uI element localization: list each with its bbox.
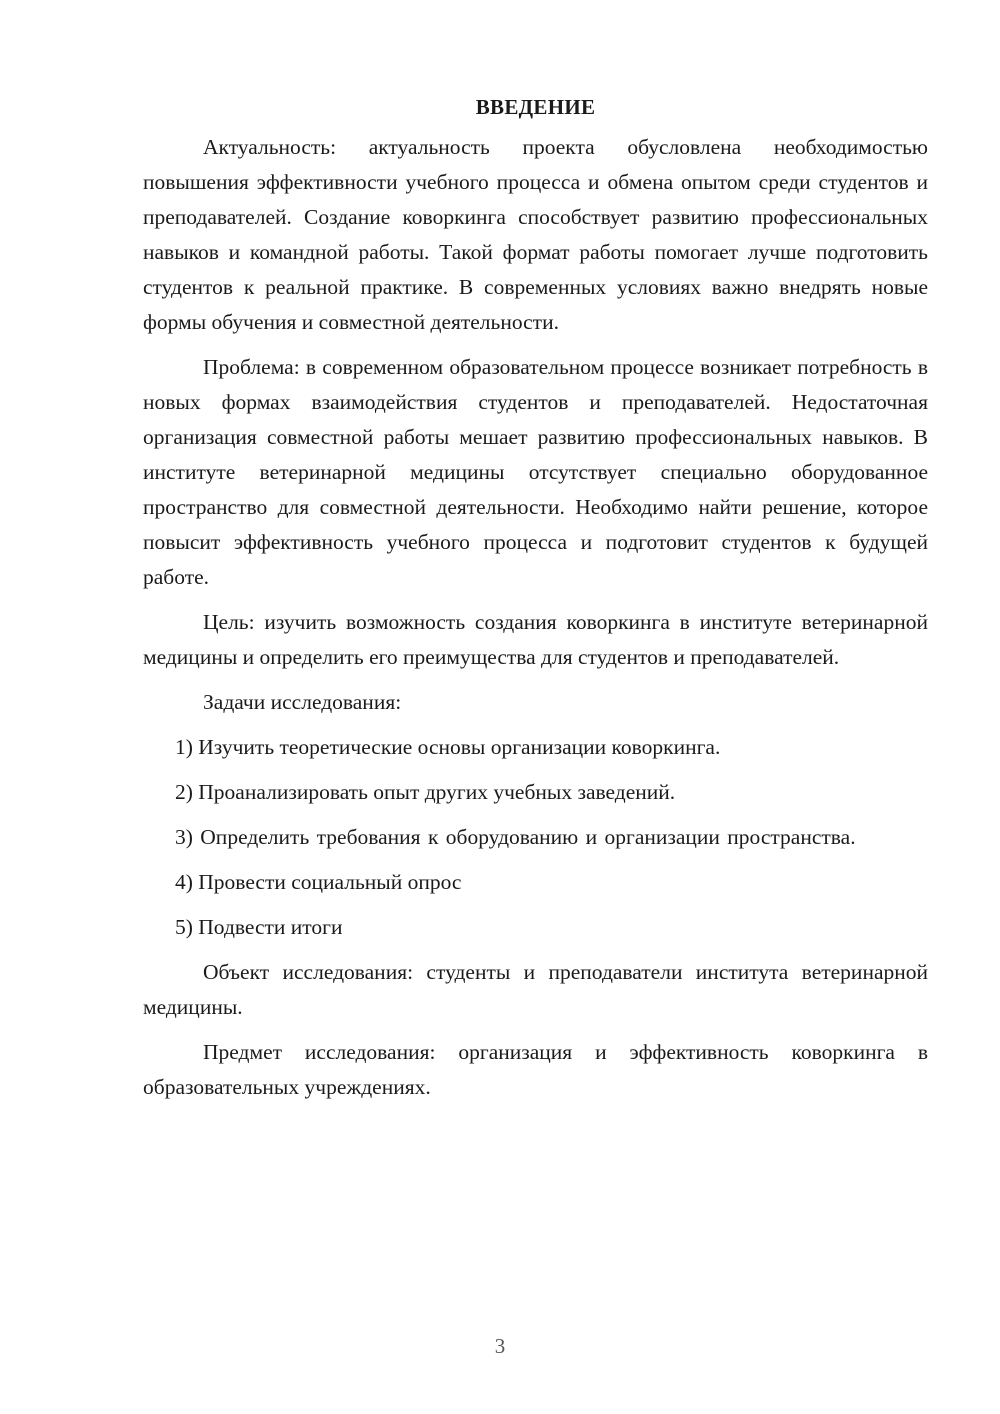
paragraph-problem: Проблема: в современном образовательном процессе возникает потребность в новых формах взаимодействия студентов и преподавателей. Недостаточная организация совместной работы мешает развитию профессиональных навыков. В институте ветеринарной медицины отсутствует специально оборудованное пространство для совместной деятельности. Необходимо найти решение, которое повысит эффективность учебного процесса и подготовит студентов к будущей работе. [143,355,928,589]
page-title: ВВЕДЕНИЕ [475,95,596,119]
task-item-3: 3) Определить требования к оборудованию и организации пространства. [175,825,856,849]
paragraph-subject: Предмет исследования: организация и эффективность коворкинга в образовательных учреждениях. [143,1040,928,1099]
paragraph-goal: Цель: изучить возможность создания коворкинга в институте ветеринарной медицины и определить его преимущества для студентов и преподавателей. [143,610,928,669]
paragraph-object: Объект исследования: студенты и преподаватели института ветеринарной медицины. [143,960,928,1019]
task-item-2: 2) Проанализировать опыт других учебных заведений. [175,780,676,804]
task-item-4: 4) Провести социальный опрос [175,870,462,894]
task-item-1: 1) Изучить теоретические основы организации коворкинга. [175,735,721,759]
paragraph-relevance: Актуальность: актуальность проекта обусловлена необходимостью повышения эффективности учебного процесса и обмена опытом среди студентов и преподавателей. Создание коворкинга способствует развитию профессиональных навыков и командной работы. Такой формат работы помогает лучше подготовить студентов к реальной практике. В современных условиях важно внедрять новые формы обучения и совместной деятельности. [143,135,928,334]
task-item-5: 5) Подвести итоги [175,915,343,939]
tasks-heading: Задачи исследования: [203,690,402,714]
page-number: 3 [494,1334,506,1358]
document-page [143,90,928,1115]
